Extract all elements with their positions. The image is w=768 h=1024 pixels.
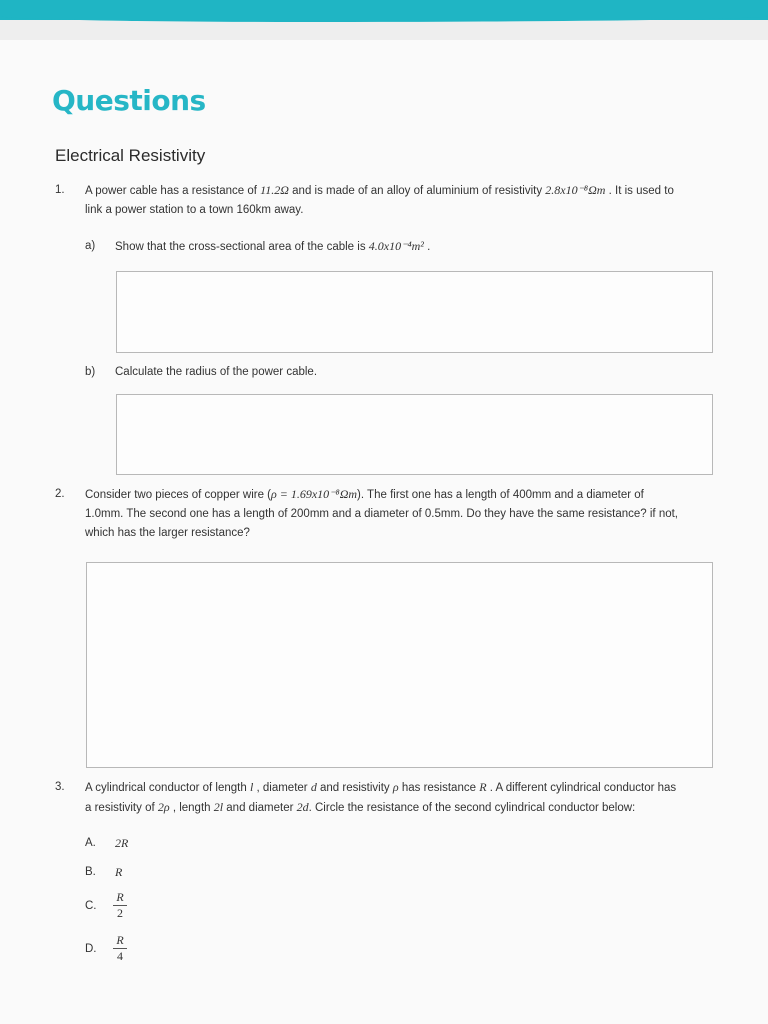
option-c-label[interactable]: C. (85, 900, 97, 912)
q3-text-part: , diameter (253, 782, 311, 794)
option-b-value[interactable]: R (115, 865, 123, 879)
option-c-denominator: 2 (117, 906, 123, 920)
page-heading: Questions (52, 84, 206, 117)
q1-resistance-value: 11.2Ω (260, 183, 289, 197)
q3-text-part: has resistance (398, 782, 480, 794)
q1-text-line-2: link a power station to a town 160km away. (85, 204, 304, 216)
q1-resistivity-value: 2.8x10⁻⁸Ωm (545, 183, 606, 197)
q3-new-resistivity: 2ρ (157, 800, 170, 814)
q3-diameter-symbol: d (310, 780, 317, 794)
option-d-fraction[interactable] (113, 934, 127, 963)
header-stripe (0, 0, 768, 20)
question-1-number: 1. (55, 184, 65, 196)
option-d-denominator: 4 (117, 949, 123, 963)
q3-text-part: . A different cylindrical conductor has (486, 782, 677, 794)
answer-box-1b[interactable] (116, 394, 713, 475)
q1a-text-part: . (423, 241, 431, 253)
question-1b-text: Calculate the radius of the power cable. (115, 366, 318, 378)
q2-text-part: Consider two pieces of copper wire ( (85, 489, 271, 501)
q2-resistivity-value: ρ = 1.69x10⁻⁸Ωm (271, 487, 358, 501)
question-2-number: 2. (55, 488, 65, 500)
q2-text-line-2: 1.0mm. The second one has a length of 200mm and a diameter of 0.5mm. Do they have the same resistance? if not, (85, 508, 679, 520)
question-3-text (85, 778, 715, 818)
question-1a-label: a) (85, 240, 96, 252)
question-1a-text (115, 237, 430, 257)
q3-new-length: 2l (213, 800, 224, 814)
answer-box-2[interactable] (86, 562, 713, 768)
q1a-text-part: Show that the cross-sectional area of the cable is (115, 241, 369, 253)
option-d-label[interactable]: D. (85, 943, 97, 955)
q1-text-part: . It is used to (605, 185, 674, 197)
q3-resistivity-symbol: ρ (392, 780, 399, 794)
answer-box-1a[interactable] (116, 271, 713, 353)
q3-text-part: and diameter (223, 802, 297, 814)
question-1-text (85, 181, 715, 220)
q3-text-part: and resistivity (316, 782, 393, 794)
option-b-label[interactable]: B. (85, 866, 96, 878)
q3-resistance-symbol: R (479, 780, 487, 794)
q2-text-line-3: which has the larger resistance? (85, 527, 250, 539)
option-c-fraction[interactable] (113, 891, 127, 920)
section-title: Electrical Resistivity (55, 146, 206, 165)
option-a-label[interactable]: A. (85, 837, 96, 849)
q1-text-part: and is made of an alloy of aluminium of resistivity (288, 185, 546, 197)
question-3-number: 3. (55, 781, 65, 793)
q3-length-symbol: l (249, 780, 254, 794)
q3-new-diameter: 2d (296, 800, 309, 814)
option-d-numerator: R (116, 933, 124, 947)
option-a-value[interactable]: 2R (115, 836, 129, 850)
q1a-area-value: 4.0x10⁻⁴m² (368, 239, 424, 253)
q3-text-part: A cylindrical conductor of length (85, 782, 250, 794)
question-1b-label: b) (85, 366, 96, 378)
q3-text-part: , length (169, 802, 214, 814)
question-2-text (85, 485, 715, 543)
q3-text-part: . Circle the resistance of the second cylindrical conductor below: (308, 802, 636, 814)
q1-text-part: A power cable has a resistance of (85, 185, 261, 197)
option-c-numerator: R (116, 890, 124, 904)
q3-text-part: a resistivity of (85, 802, 158, 814)
q2-text-part: ). The first one has a length of 400mm and a diameter of (357, 489, 644, 501)
